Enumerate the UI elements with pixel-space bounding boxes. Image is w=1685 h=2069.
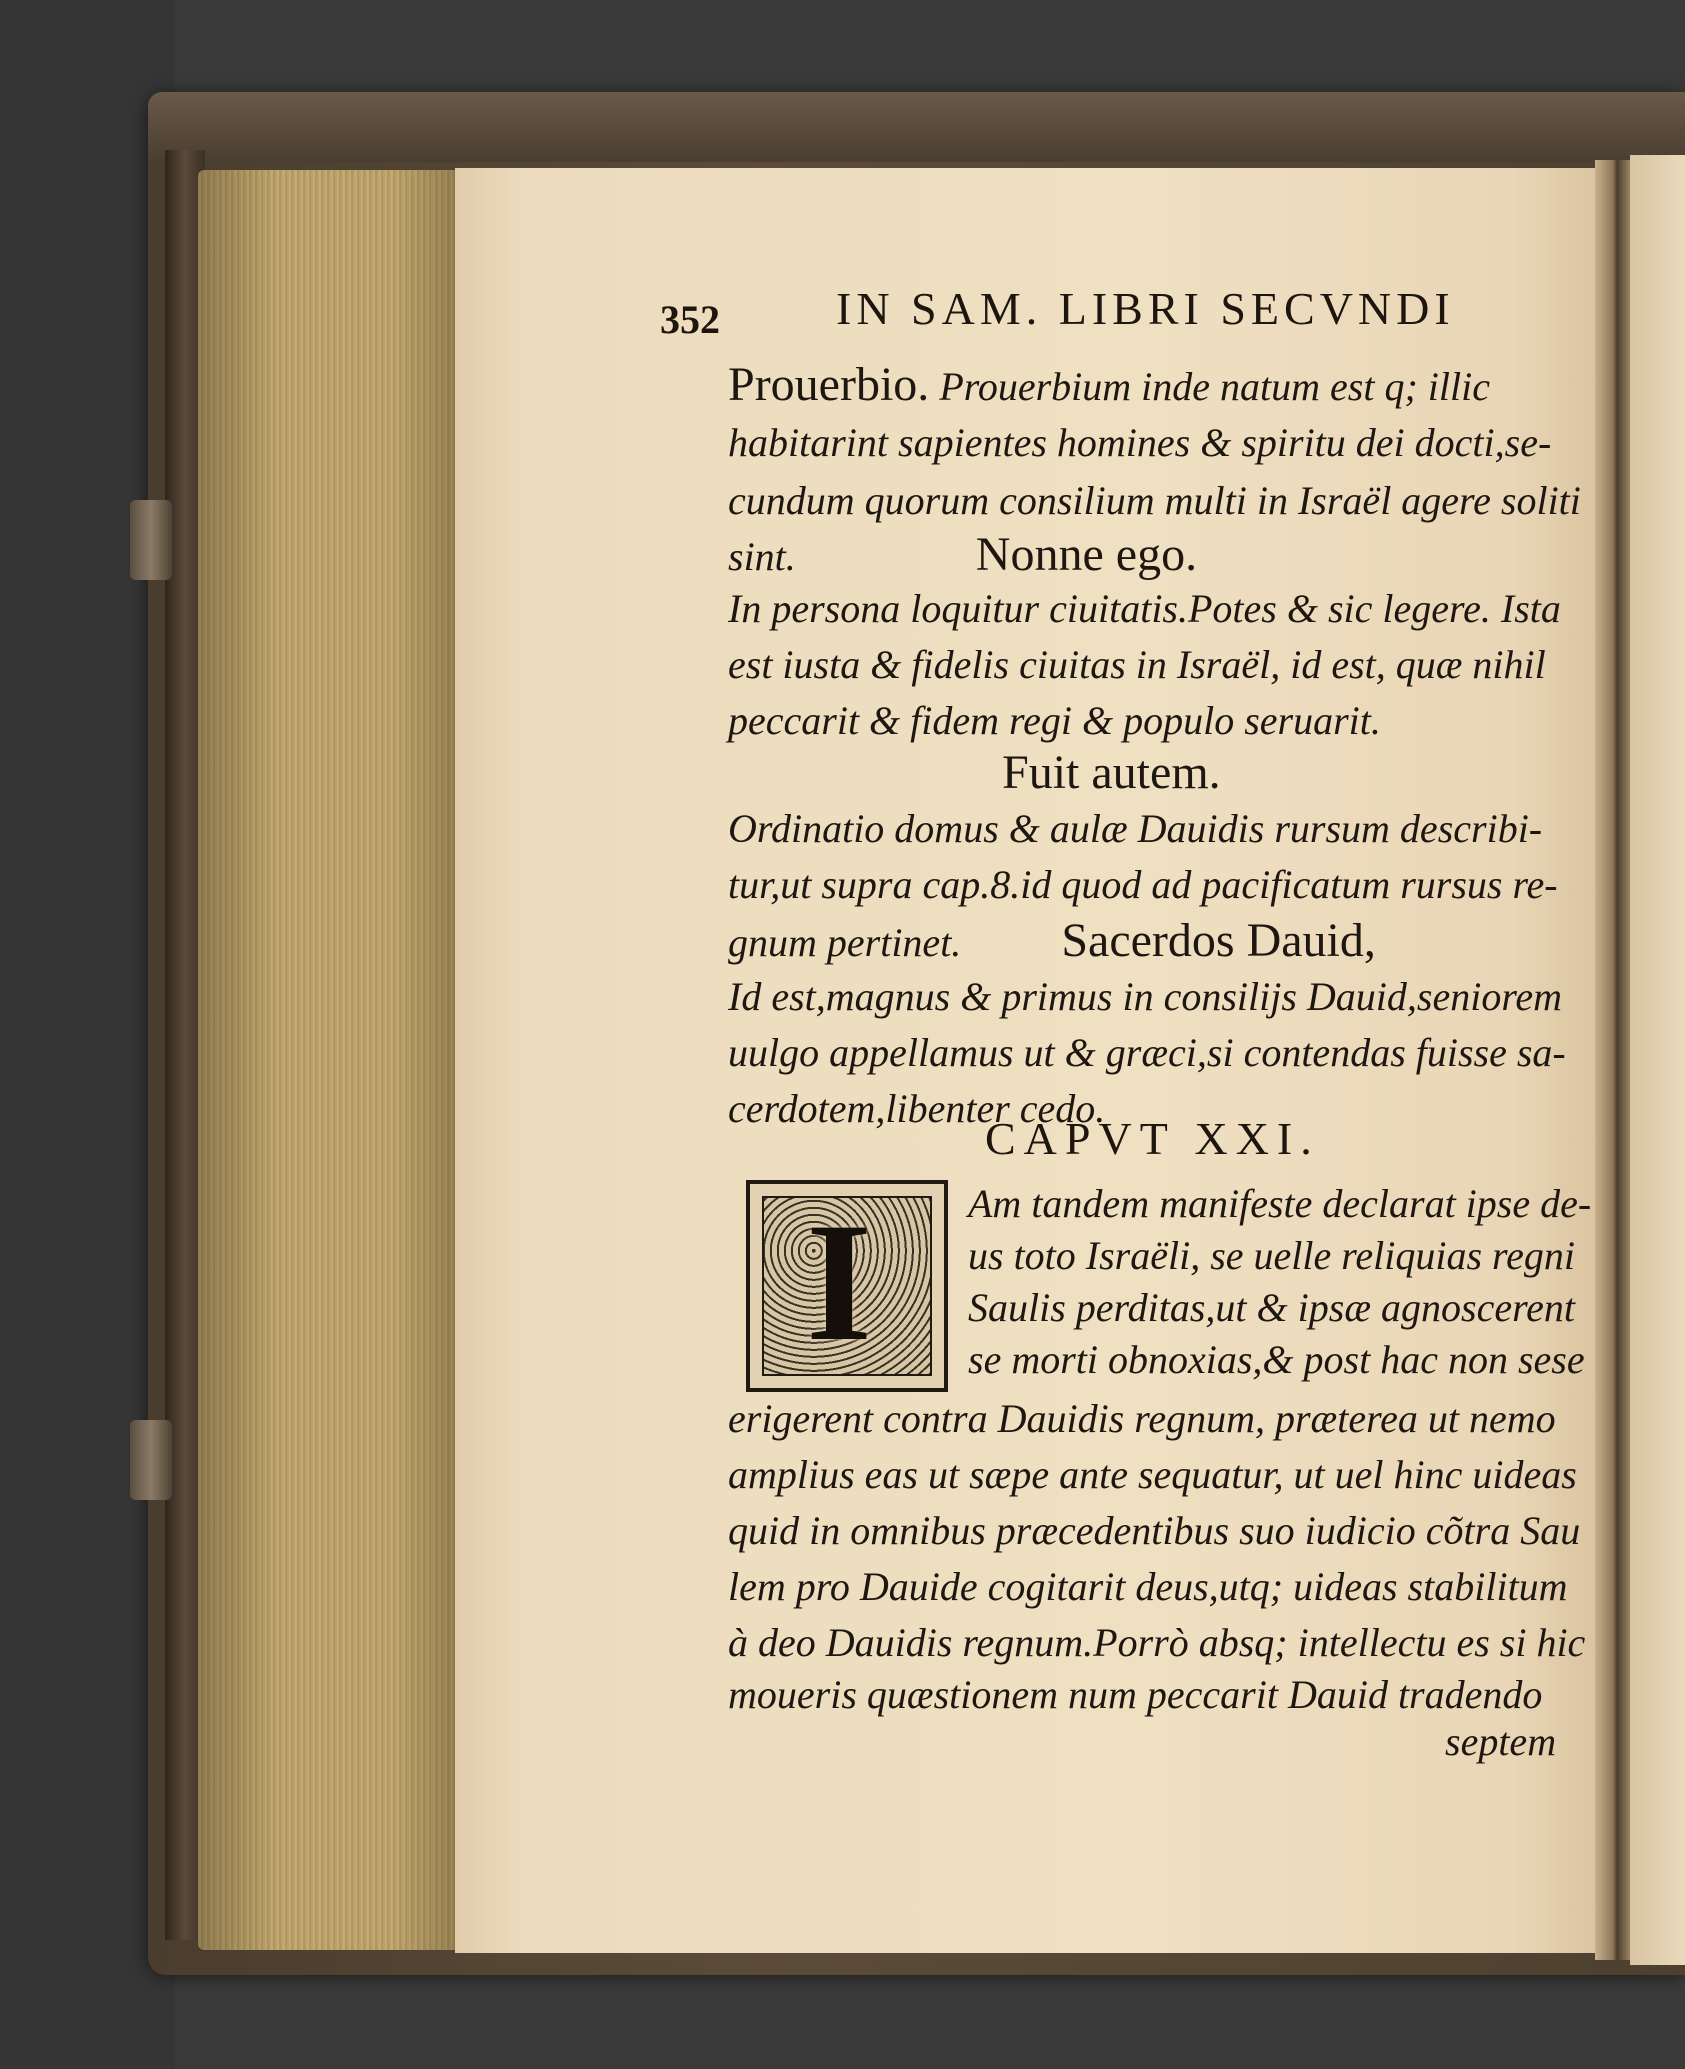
text-line: Id est,magnus & primus in consilijs Dauid,seniorem: [728, 974, 1563, 1019]
text-line: Ordinatio domus & aulæ Dauidis rursum describi-: [728, 806, 1543, 851]
text-line: peccarit & fidem regi & populo seruarit.: [728, 698, 1381, 743]
text-line: sint. Nonne ego.: [728, 528, 1198, 581]
text-line: uulgo appellamus ut & græci,si contendas fuisse sa-: [728, 1030, 1566, 1075]
decorated-initial: [746, 1180, 948, 1392]
text-line: In persona loquitur ciuitatis.Potes & sic legere. Ista: [728, 586, 1561, 631]
text-line: tur,ut supra cap.8.id quod ad pacificatum rursus re-: [728, 862, 1558, 907]
initial-letter: I: [806, 1188, 873, 1376]
text-line: est iusta & fidelis ciuitas in Israël, id est, quæ nihil: [728, 642, 1546, 687]
right-page-edge: [1630, 155, 1685, 1965]
gutter: [1595, 160, 1635, 1960]
text-line: erigerent contra Dauidis regnum, præterea ut nemo: [728, 1396, 1556, 1441]
text-line: lem pro Dauide cogitarit deus,utq; uideas stabilitum: [728, 1564, 1568, 1609]
chapter-heading: CAPVT XXI.: [985, 1113, 1320, 1164]
text-line: Prouerbio. Prouerbium inde natum est q; illic: [728, 358, 1490, 411]
lemma: Nonne ego.: [975, 528, 1198, 581]
text-line: à deo Dauidis regnum.Porrò absq; intellectu es si hic: [728, 1620, 1586, 1665]
lemma: Prouerbio.: [728, 358, 930, 411]
lower-clasp: [130, 1420, 172, 1500]
running-head: IN SAM. LIBRI SECVNDI: [836, 283, 1455, 334]
text-line: moueris quæstionem num peccarit Dauid tradendo: [728, 1672, 1543, 1717]
text-line: [1002, 744, 1685, 804]
text-line: quid in omnibus præcedentibus suo iudicio cõtra Sau: [728, 1508, 1581, 1553]
text-line: se morti obnoxias,& post hac non sese: [968, 1337, 1585, 1382]
folio-number: 352: [660, 297, 720, 342]
text-line: cerdotem,libenter cedo.: [728, 1086, 1106, 1131]
text-line: cundum quorum consilium multi in Israël agere soliti: [728, 478, 1581, 523]
text-line: gnum pertinet. Sacerdos Dauid,: [728, 914, 1376, 967]
text-line: Saulis perditas,ut & ipsæ agnoscerent: [968, 1285, 1576, 1330]
upper-clasp: [130, 500, 172, 580]
text-line: habitarint sapientes homines & spiritu dei docti,se-: [728, 420, 1552, 465]
fore-edge-shading: [198, 170, 460, 1950]
text-line: us toto Israëli, se uelle reliquias regni: [968, 1233, 1575, 1278]
lemma: Fuit autem.: [1002, 746, 1221, 799]
cover-top-edge: [148, 92, 1685, 162]
text-line: Am tandem manifeste declarat ipse de-: [968, 1181, 1592, 1226]
catchword: septem: [1445, 1719, 1557, 1764]
text-line: amplius eas ut sæpe ante sequatur, ut uel hinc uideas: [728, 1452, 1577, 1497]
lemma: Sacerdos Dauid,: [1061, 914, 1376, 967]
